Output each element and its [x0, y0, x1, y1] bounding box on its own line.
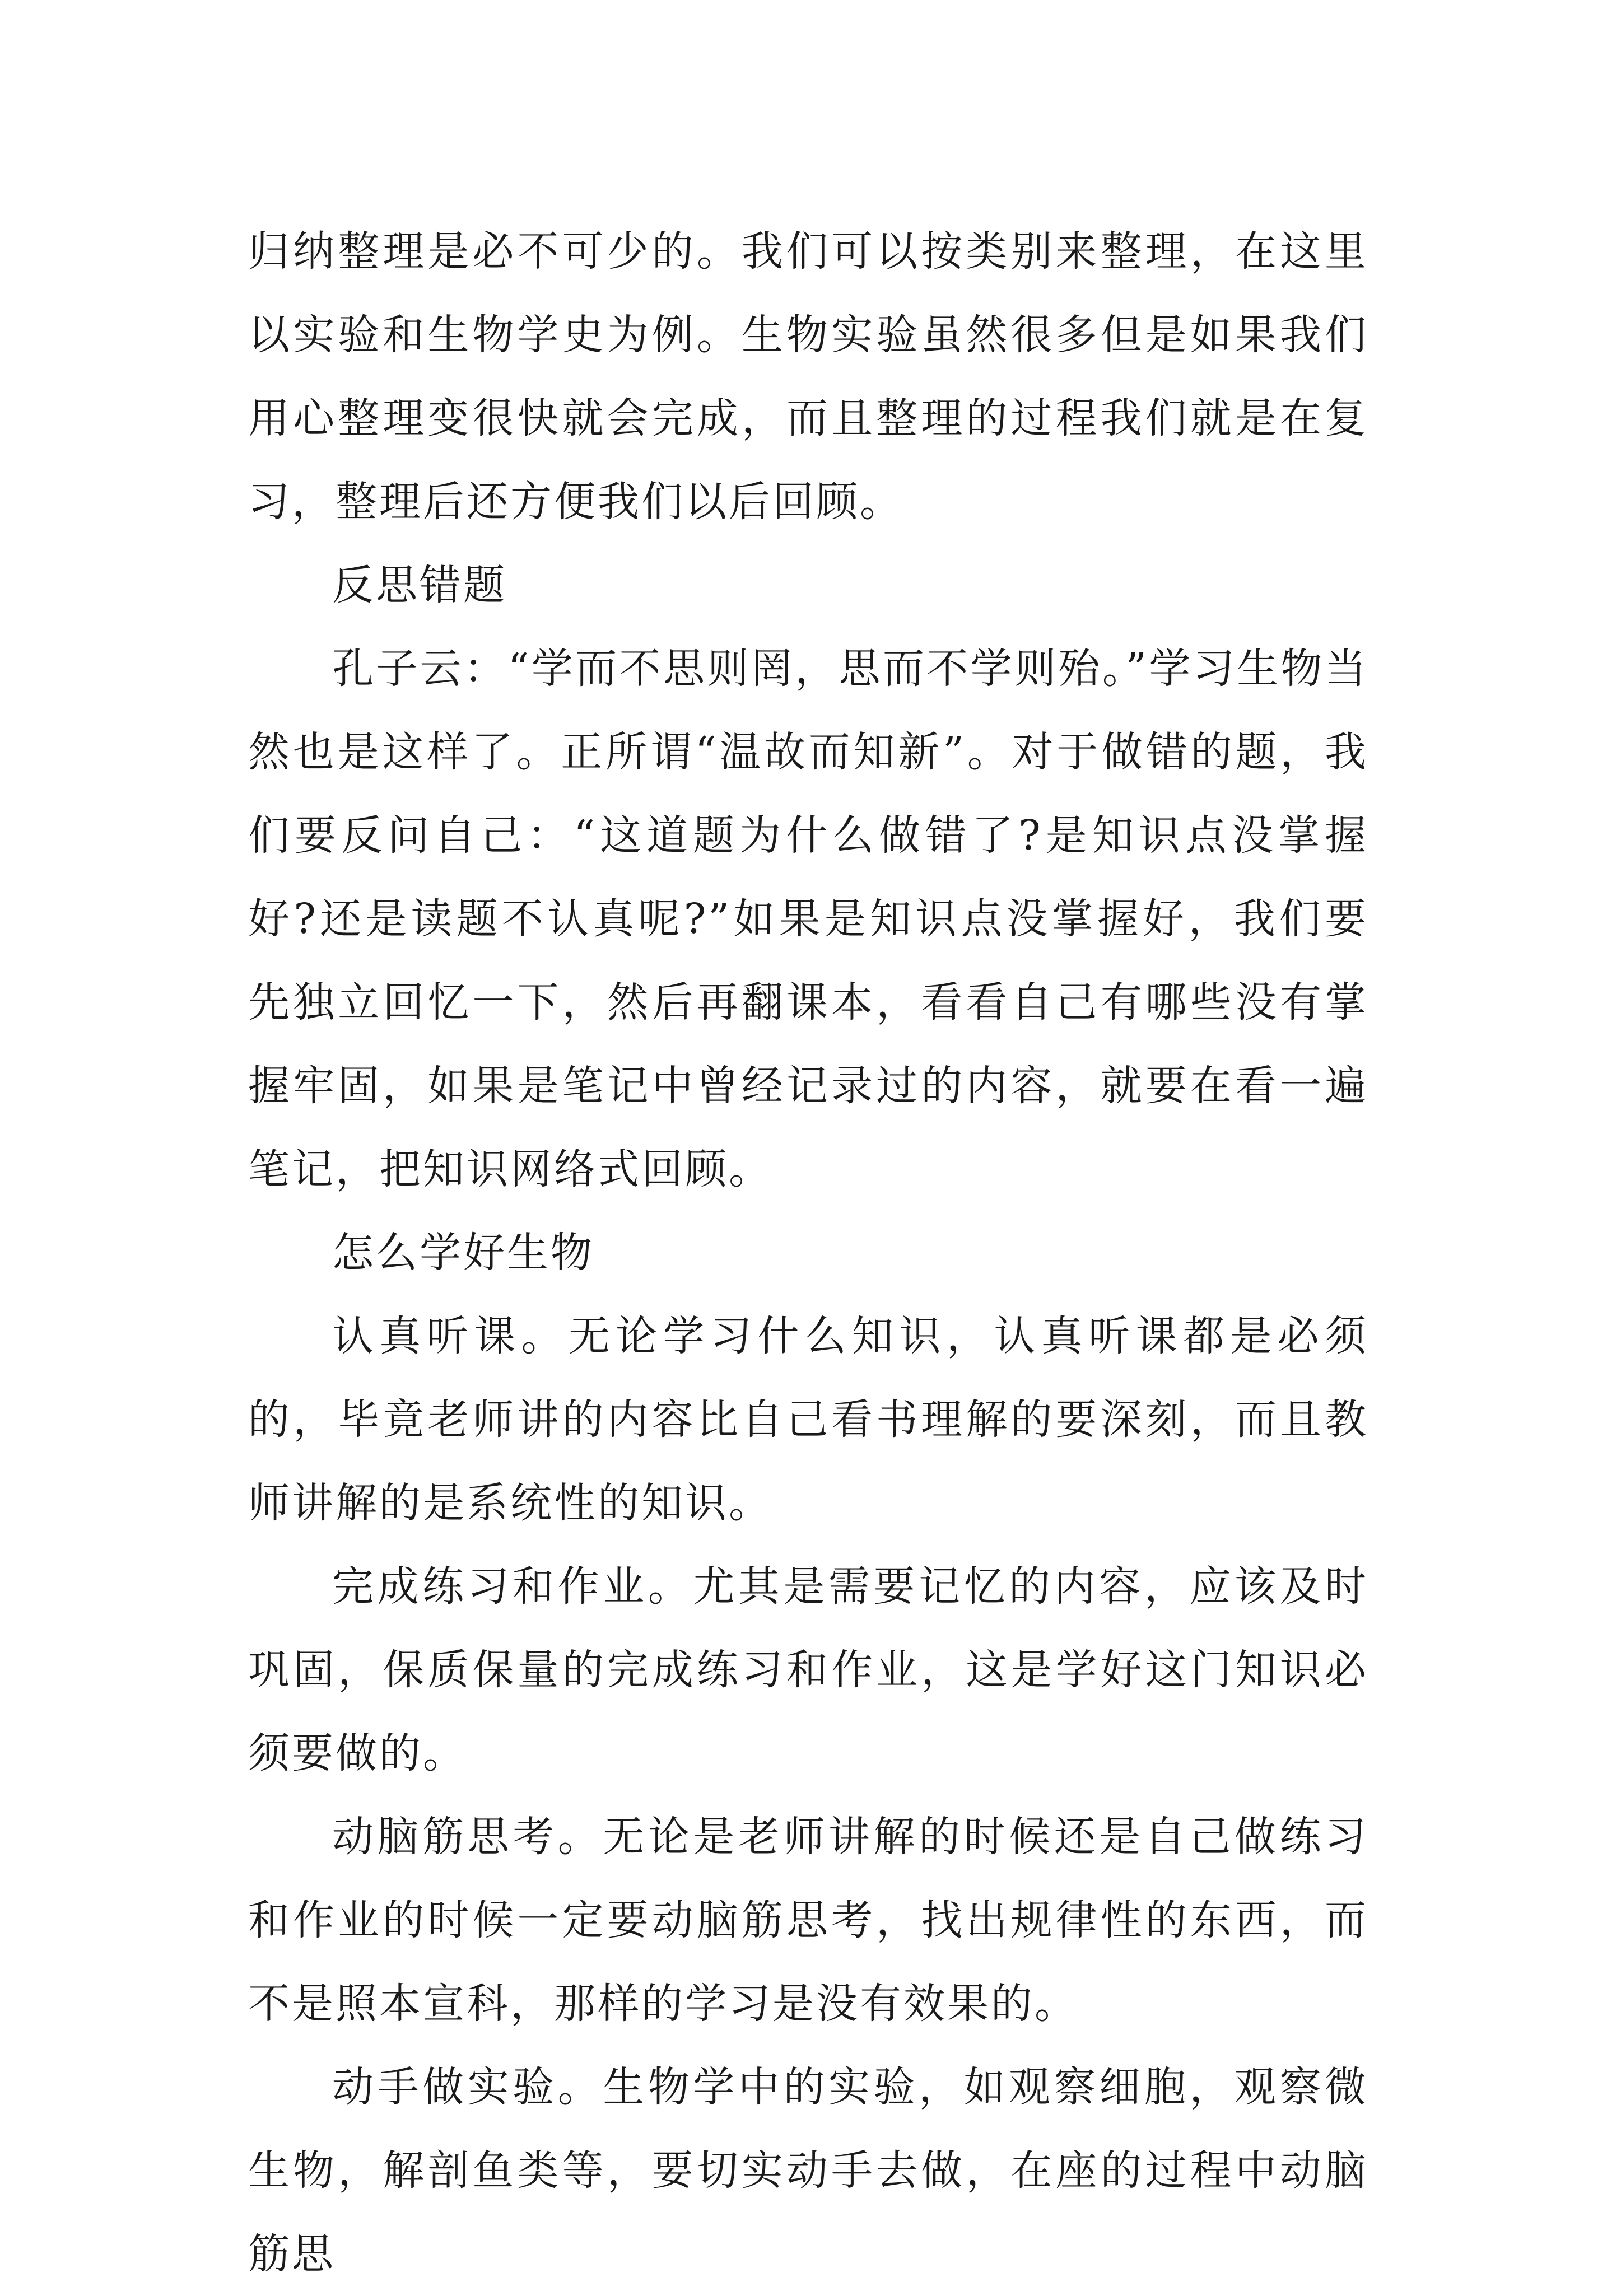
paragraph-summary: 归纳整理是必不可少的。我们可以按类别来整理，在这里以实验和生物学史为例。生物实验虽然很多但是如果我们用心整理变很快就会完成，而且整理的过程我们就是在复习，整理后还方便我们以后回顾。	[248, 227, 1368, 526]
paragraph-reflect-errors: 孔子云：“学而不思则罔，思而不学则殆。”学习生物当然也是这样了。正所谓“温故而知新”。对于做错的题，我们要反问自己：“这道题为什么做错了?是知识点没掌握好?还是读题不认真呢?”如果是知识点没掌握好，我们要先独立回忆一下，然后再翻课本，看看自己有哪些没有掌握牢固，如果是笔记中曾经记录过的内容，就要在看一遍笔记，把知识网络式回顾。	[248, 645, 1368, 1193]
section-heading-reflect-errors: 反思错题	[332, 561, 507, 609]
section-heading-how-to-learn-biology: 怎么学好生物	[332, 1229, 594, 1277]
paragraph-listen-carefully: 认真听课。无论学习什么知识，认真听课都是必须的，毕竟老师讲的内容比自己看书理解的要深刻，而且教师讲解的是系统性的知识。	[248, 1312, 1368, 1527]
document-body	[248, 210, 1368, 2296]
paragraph-complete-homework: 完成练习和作业。尤其是需要记忆的内容，应该及时巩固，保质保量的完成练习和作业，这是学好这门知识必须要做的。	[248, 1562, 1368, 1777]
paragraph-think-actively: 动脑筋思考。无论是老师讲解的时候还是自己做练习和作业的时候一定要动脑筋思考，找出规律性的东西，而不是照本宣科，那样的学习是没有效果的。	[248, 1813, 1368, 2028]
paragraph-do-experiments: 动手做实验。生物学中的实验，如观察细胞，观察微生物，解剖鱼类等，要切实动手去做，在座的过程中动脑筋思	[248, 2063, 1368, 2278]
